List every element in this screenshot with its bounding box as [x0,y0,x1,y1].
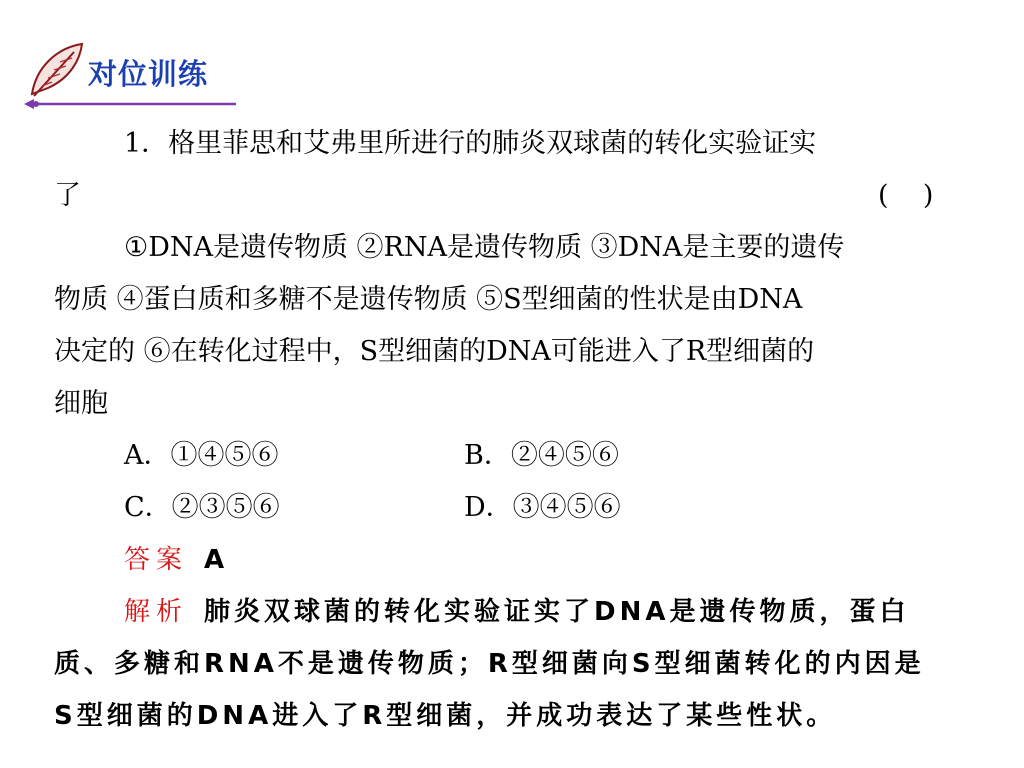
statement-items-line4: 细胞 [54,388,108,419]
analysis-text-line3: S型细菌的DNA进入了R型细菌，并成功表达了某些性状。 [54,701,837,731]
analysis-line1 [54,586,1012,638]
statement-items-line3: 决定的 ⑥在转化过程中，S型细菌的DNA可能进入了R型细菌的 [54,336,815,367]
answer-analysis-block [54,534,1012,742]
section-header [22,38,242,114]
option-b: B．②④⑤⑥ [464,440,619,471]
answer-value: A [204,545,229,575]
statement-items-line1: ①DNA是遗传物质 ②RNA是遗传物质 ③DNA是主要的遗传 [124,232,845,263]
question-stem-line1: 1．格里菲思和艾弗里所进行的肺炎双球菌的转化实验证实 [124,128,817,159]
analysis-label: 解析 [124,597,189,627]
options-row-2 [54,482,1012,534]
answer-line [54,534,1012,586]
section-title: 对位训练 [88,57,209,91]
analysis-text-line1: 肺炎双球菌的转化实验证实了DNA是遗传物质，蛋白 [204,597,910,627]
analysis-text-line2: 质、多糖和RNA不是遗传物质；R型细菌向S型细菌转化的内因是 [54,649,925,679]
options-row-1 [54,430,1012,482]
option-c: C．②③⑤⑥ [124,492,280,523]
question-stem-tail: 了 [54,180,81,211]
answer-parentheses: ( ) [878,180,934,211]
answer-label: 答案 [124,545,189,575]
statement-items-line2: 物质 ④蛋白质和多糖不是遗传物质 ⑤S型细菌的性状是由DNA [54,284,803,315]
question-stem-line2 [54,170,1012,222]
option-d: D．③④⑤⑥ [464,492,621,523]
option-a: A．①④⑤⑥ [124,440,279,471]
question-content [54,118,1012,742]
